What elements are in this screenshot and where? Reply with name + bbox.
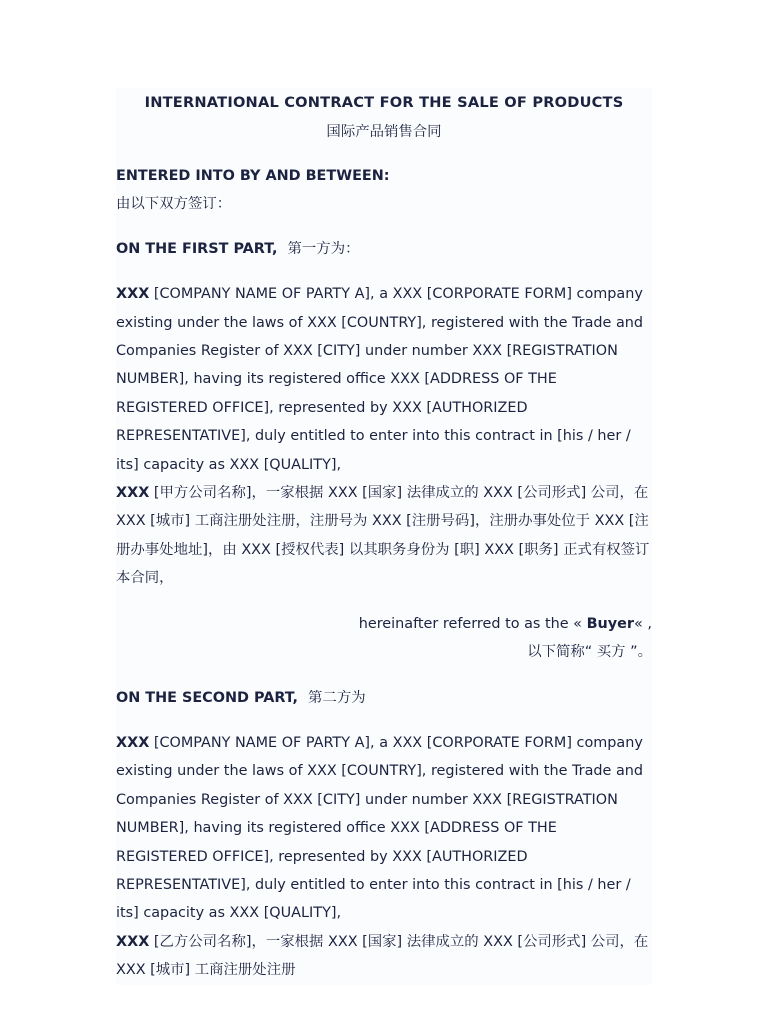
first-part-heading-en: ON THE FIRST PART,	[116, 240, 278, 257]
contract-title: INTERNATIONAL CONTRACT FOR THE SALE OF PRODUCTS	[144, 94, 624, 111]
entered-into-heading-cn: 由以下双方签订：	[116, 196, 232, 213]
first-party-xxx-cn: XXX	[116, 485, 150, 502]
second-part-heading-en: ON THE SECOND PART,	[116, 689, 299, 706]
second-part-heading-cn: 第二方为	[308, 689, 366, 706]
buyer-role: Buyer	[586, 615, 635, 632]
buyer-ref-prefix: hereinafter referred to as the «	[358, 615, 582, 632]
first-party-xxx: XXX	[116, 286, 150, 303]
first-party-body: [COMPANY NAME OF PARTY A], a XXX [CORPORATE FORM] company existing under the laws of XXX [COUNTRY], registered with the Trade and Companies Register of XXX [CITY] under number XXX [REGISTRATION NUMBER], having its registered office XXX [ADDRESS OF THE REGISTERED OFFICE], represented by XXX [AUTHORIZED REPRESENTATIVE], duly entitled to enter into this contract in [his / her / its] capacity as XXX [QUALITY],	[116, 286, 644, 473]
first-party-description-cn	[116, 479, 652, 593]
second-party-xxx-cn: XXX	[116, 933, 150, 950]
first-part-heading-cn: 第一方为：	[287, 240, 360, 257]
second-party-body-cn: [乙方公司名称]，一家根据 XXX [国家] 法律成立的 XXX [公司形式] 公司，在 XXX [城市] 工商注册处注册	[116, 933, 649, 979]
contract-title-cn: 国际产品销售合同	[326, 124, 442, 140]
buyer-reference-cn: 以下简称“ 买方 ”。	[527, 644, 652, 661]
first-party-body-cn: [甲方公司名称]，一家根据 XXX [国家] 法律成立的 XXX [公司形式] 公司，在 XXX [城市] 工商注册处注册，注册号为 XXX [注册号码]，注册办事处位于 XXX [注册办事处地址]，由 XXX [授权代表] 以其职务身份为 [职] XXX [职务] 正式有权签订本合同，	[116, 485, 650, 587]
document-body	[116, 88, 652, 985]
second-party-body: [COMPANY NAME OF PARTY A], a XXX [CORPORATE FORM] company existing under the laws of XXX [COUNTRY], registered with the Trade and Companies Register of XXX [CITY] under number XXX [REGISTRATION NUMBER], having its registered office XXX [ADDRESS OF THE REGISTERED OFFICE], represented by XXX [AUTHORIZED REPRESENTATIVE], duly entitled to enter into this contract in [his / her / its] capacity as XXX [QUALITY],	[116, 734, 644, 922]
buyer-reference	[116, 610, 652, 638]
second-party-xxx: XXX	[116, 734, 150, 751]
first-part-heading	[116, 235, 652, 263]
second-party-description-cn	[116, 928, 652, 985]
buyer-ref-suffix: « ,	[634, 615, 652, 632]
second-party-description	[116, 729, 652, 928]
first-party-description	[116, 280, 652, 479]
second-part-heading	[116, 684, 652, 712]
entered-into-heading: ENTERED INTO BY AND BETWEEN:	[116, 168, 390, 184]
